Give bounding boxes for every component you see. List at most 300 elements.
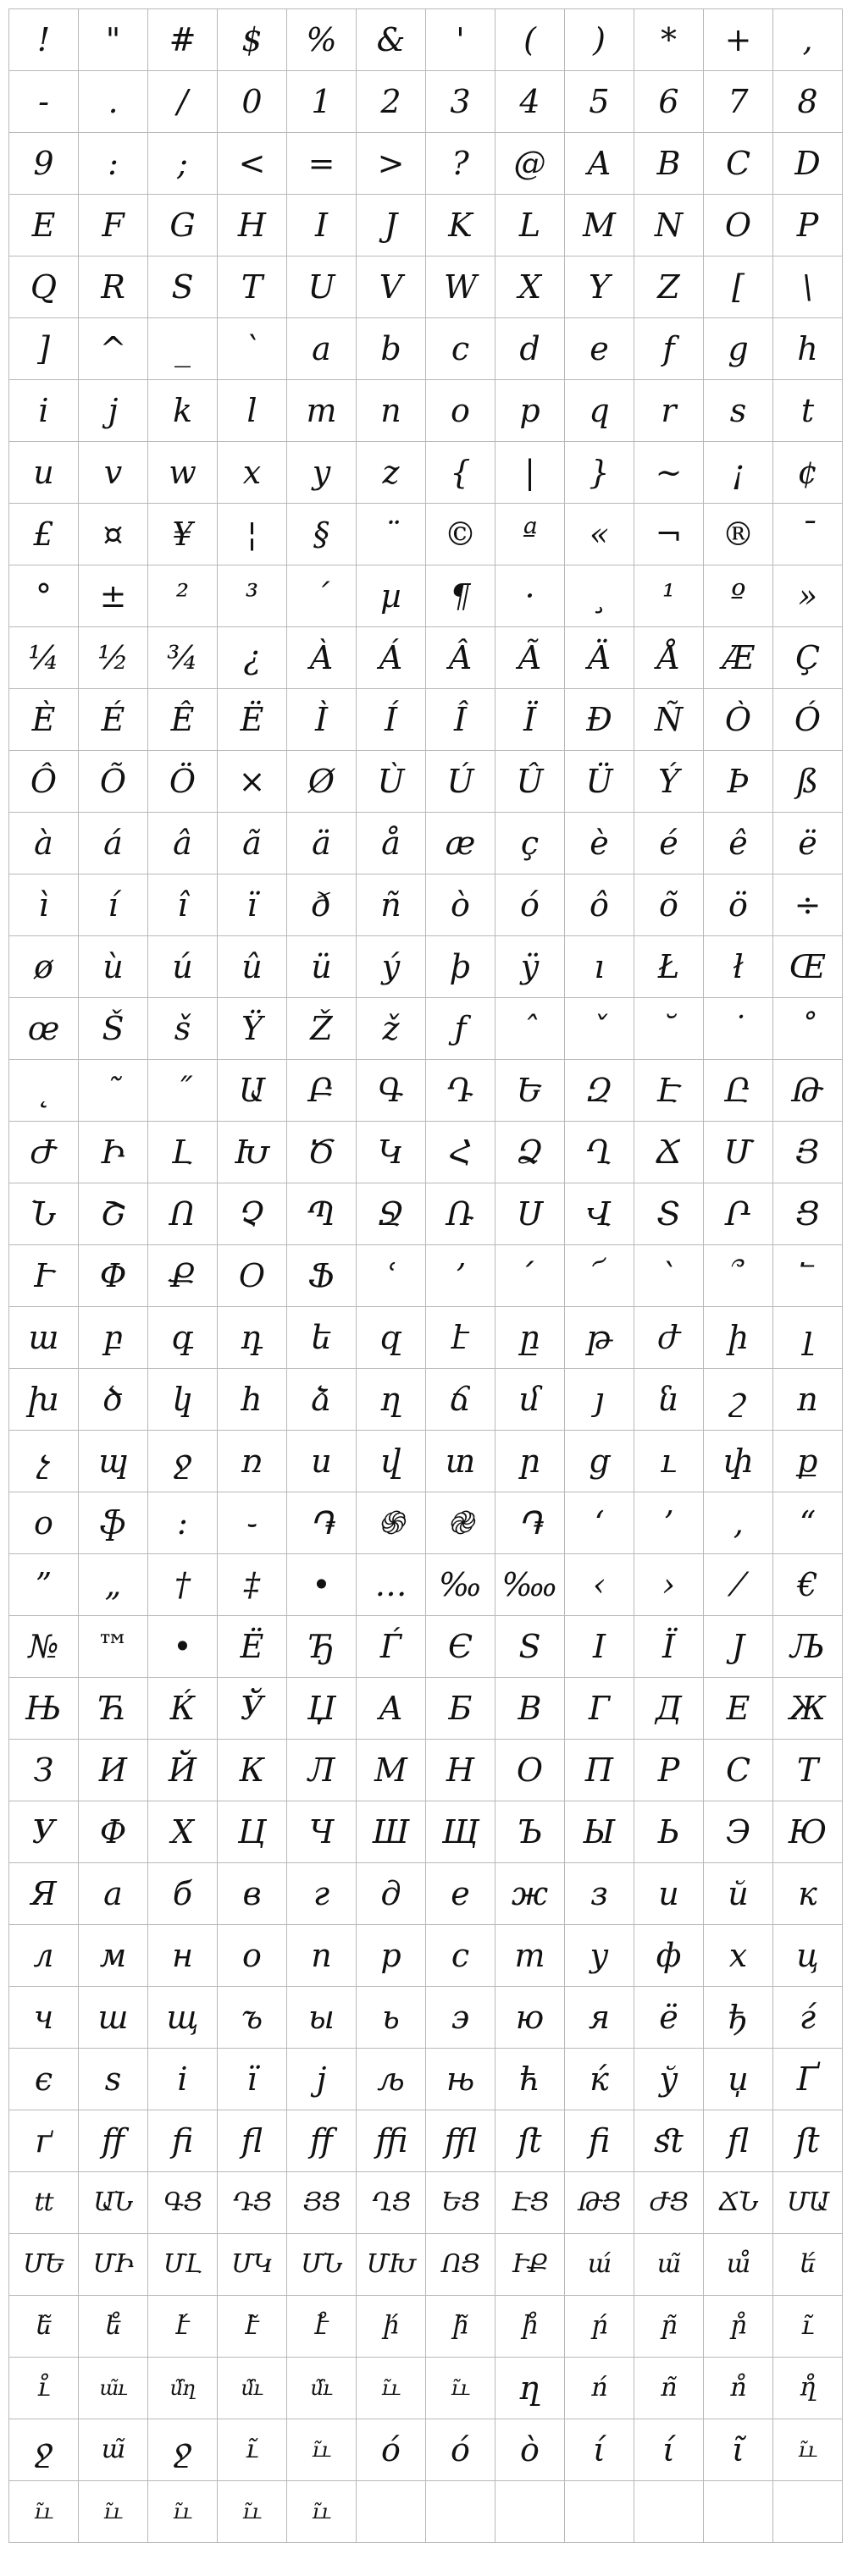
glyph-cell: Ր bbox=[704, 1183, 773, 1245]
glyph-cell: հ bbox=[218, 1369, 287, 1431]
glyph-cell: Ý bbox=[634, 751, 704, 813]
glyph-cell: W bbox=[426, 256, 495, 318]
glyph-cell: Щ bbox=[426, 1801, 495, 1863]
glyph-cell: Ñ bbox=[634, 689, 704, 751]
glyph-cell: í bbox=[79, 874, 148, 936]
glyph-cell: ի bbox=[704, 1307, 773, 1369]
glyph-cell: Ў bbox=[218, 1678, 287, 1740]
glyph-cell: Џ bbox=[287, 1678, 357, 1740]
glyph-cell: с bbox=[426, 1925, 495, 1987]
glyph-cell: × bbox=[218, 751, 287, 813]
glyph-cell: ֏ bbox=[495, 1492, 565, 1554]
glyph-cell: յ bbox=[565, 1369, 634, 1431]
glyph-cell: $ bbox=[218, 9, 287, 71]
glyph-cell: › bbox=[634, 1554, 704, 1616]
glyph-grid bbox=[8, 8, 843, 2543]
glyph-cell: 1 bbox=[287, 71, 357, 133]
glyph-cell: է bbox=[426, 1307, 495, 1369]
glyph-cell: ՒՔ bbox=[495, 2234, 565, 2296]
glyph-cell: ó bbox=[495, 874, 565, 936]
glyph-cell: ՄԵ bbox=[9, 2234, 79, 2296]
glyph-cell: p bbox=[495, 380, 565, 442]
glyph-cell: ֎ bbox=[426, 1492, 495, 1554]
glyph-cell: o bbox=[426, 380, 495, 442]
glyph-cell: о bbox=[218, 1925, 287, 1987]
glyph-cell: ž bbox=[357, 998, 426, 1060]
glyph-cell: И bbox=[79, 1740, 148, 1801]
glyph-cell: њ bbox=[426, 2049, 495, 2110]
glyph-cell: z bbox=[357, 442, 426, 504]
glyph-cell: ւ̃ւ bbox=[9, 2481, 79, 2543]
glyph-cell: Ս bbox=[495, 1183, 565, 1245]
glyph-cell: Օ bbox=[218, 1245, 287, 1307]
glyph-cell: X bbox=[495, 256, 565, 318]
glyph-cell: п bbox=[287, 1925, 357, 1987]
glyph-cell: Ü bbox=[565, 751, 634, 813]
glyph-cell: B bbox=[634, 133, 704, 195]
glyph-cell: ш bbox=[79, 1987, 148, 2049]
glyph-cell: ՄԻ bbox=[79, 2234, 148, 2296]
glyph-cell: Љ bbox=[773, 1616, 843, 1678]
glyph-cell: ° bbox=[9, 565, 79, 627]
glyph-cell: ό bbox=[357, 2419, 426, 2481]
glyph-cell: ¿ bbox=[218, 627, 287, 689]
glyph-cell: ¨ bbox=[357, 504, 426, 565]
glyph-cell: Տ bbox=[634, 1183, 704, 1245]
glyph-cell: þ bbox=[426, 936, 495, 998]
glyph-cell: Х bbox=[148, 1801, 218, 1863]
glyph-cell: Є bbox=[426, 1616, 495, 1678]
glyph-cell: ՃՆ bbox=[704, 2172, 773, 2234]
glyph-cell: ў bbox=[634, 2049, 704, 2110]
glyph-cell: ц bbox=[773, 1925, 843, 1987]
glyph-cell: ա̃ bbox=[79, 2419, 148, 2481]
glyph-cell: ћ bbox=[495, 2049, 565, 2110]
glyph-cell: в bbox=[218, 1863, 287, 1925]
empty-cell bbox=[704, 2481, 773, 2543]
glyph-cell: Ш bbox=[357, 1801, 426, 1863]
glyph-cell: ւ̃ւ bbox=[287, 2481, 357, 2543]
glyph-cell: թ bbox=[565, 1307, 634, 1369]
glyph-cell: է́ bbox=[148, 2296, 218, 2358]
glyph-cell: S bbox=[148, 256, 218, 318]
glyph-cell: л bbox=[9, 1925, 79, 1987]
glyph-cell: Շ bbox=[79, 1183, 148, 1245]
glyph-cell: ր̊ bbox=[704, 2296, 773, 2358]
glyph-cell: ¾ bbox=[148, 627, 218, 689]
glyph-cell: á bbox=[79, 813, 148, 874]
glyph-cell: l bbox=[218, 380, 287, 442]
glyph-cell: ’ bbox=[634, 1492, 704, 1554]
glyph-cell: * bbox=[634, 9, 704, 71]
glyph-cell: | bbox=[495, 442, 565, 504]
glyph-cell: ´ bbox=[287, 565, 357, 627]
glyph-cell: ã bbox=[218, 813, 287, 874]
glyph-cell: ë bbox=[773, 813, 843, 874]
glyph-cell: ս bbox=[287, 1431, 357, 1492]
glyph-cell: Ձ bbox=[495, 1122, 565, 1183]
glyph-cell: շ bbox=[704, 1369, 773, 1431]
glyph-cell: Œ bbox=[773, 936, 843, 998]
glyph-cell: Ե bbox=[495, 1060, 565, 1122]
glyph-cell: Ò bbox=[704, 689, 773, 751]
glyph-cell: І bbox=[565, 1616, 634, 1678]
glyph-cell: Э bbox=[704, 1801, 773, 1863]
glyph-cell: [ bbox=[704, 256, 773, 318]
glyph-cell: ¢ bbox=[773, 442, 843, 504]
glyph-cell: ï bbox=[218, 874, 287, 936]
glyph-cell: г bbox=[287, 1863, 357, 1925]
glyph-cell: щ bbox=[148, 1987, 218, 2049]
glyph-cell: љ bbox=[357, 2049, 426, 2110]
glyph-cell: Њ bbox=[9, 1678, 79, 1740]
glyph-cell: T bbox=[218, 256, 287, 318]
glyph-cell: ˘ bbox=[634, 998, 704, 1060]
glyph-cell: ё bbox=[634, 1987, 704, 2049]
glyph-cell: ֏ bbox=[287, 1492, 357, 1554]
glyph-cell: _ bbox=[148, 318, 218, 380]
glyph-cell: Н bbox=[426, 1740, 495, 1801]
glyph-cell: n bbox=[357, 380, 426, 442]
glyph-cell: ¯ bbox=[773, 504, 843, 565]
glyph-cell: « bbox=[565, 504, 634, 565]
glyph-cell: ‱ bbox=[495, 1554, 565, 1616]
glyph-cell: r bbox=[634, 380, 704, 442]
glyph-cell: Š bbox=[79, 998, 148, 1060]
glyph-cell: ﬂ bbox=[218, 2110, 287, 2172]
glyph-cell: ւ̃ւ bbox=[426, 2358, 495, 2419]
glyph-cell: % bbox=[287, 9, 357, 71]
glyph-cell: ö bbox=[704, 874, 773, 936]
glyph-cell: Ջ bbox=[357, 1183, 426, 1245]
glyph-cell: ւ̊ bbox=[9, 2358, 79, 2419]
glyph-cell: А bbox=[357, 1678, 426, 1740]
glyph-cell: ќ bbox=[565, 2049, 634, 2110]
glyph-cell: w bbox=[148, 442, 218, 504]
glyph-cell: { bbox=[426, 442, 495, 504]
glyph-cell: ‘ bbox=[565, 1492, 634, 1554]
glyph-cell: Ж bbox=[773, 1678, 843, 1740]
glyph-cell: „ bbox=[79, 1554, 148, 1616]
glyph-cell: 0 bbox=[218, 71, 287, 133]
glyph-cell: ւ̃ւ bbox=[287, 2419, 357, 2481]
glyph-cell: Æ bbox=[704, 627, 773, 689]
glyph-cell: Y bbox=[565, 256, 634, 318]
glyph-cell: ç bbox=[495, 813, 565, 874]
glyph-cell: M bbox=[565, 195, 634, 256]
glyph-cell: ® bbox=[704, 504, 773, 565]
glyph-cell: Հ bbox=[426, 1122, 495, 1183]
glyph-cell: Z bbox=[634, 256, 704, 318]
glyph-cell: ‡ bbox=[218, 1554, 287, 1616]
glyph-cell: Г bbox=[565, 1678, 634, 1740]
glyph-cell: ” bbox=[9, 1554, 79, 1616]
glyph-cell: d bbox=[495, 318, 565, 380]
glyph-cell: b bbox=[357, 318, 426, 380]
glyph-cell: Е bbox=[704, 1678, 773, 1740]
glyph-cell: ı bbox=[565, 936, 634, 998]
glyph-cell: L bbox=[495, 195, 565, 256]
glyph-cell: у bbox=[565, 1925, 634, 1987]
glyph-cell: ˝ bbox=[148, 1060, 218, 1122]
glyph-cell: ό bbox=[426, 2419, 495, 2481]
glyph-cell: Î bbox=[426, 689, 495, 751]
glyph-cell: ղ bbox=[495, 2358, 565, 2419]
glyph-cell: ﬅ bbox=[495, 2110, 565, 2172]
glyph-cell: ù bbox=[79, 936, 148, 998]
glyph-cell: ˚ bbox=[773, 998, 843, 1060]
glyph-cell: Գ bbox=[357, 1060, 426, 1122]
glyph-cell: … bbox=[357, 1554, 426, 1616]
glyph-cell: ý bbox=[357, 936, 426, 998]
glyph-cell: ճ bbox=[426, 1369, 495, 1431]
glyph-cell: լ bbox=[773, 1307, 843, 1369]
glyph-cell: ։ bbox=[148, 1492, 218, 1554]
glyph-cell: Ú bbox=[426, 751, 495, 813]
glyph-cell: µ bbox=[357, 565, 426, 627]
glyph-cell: и bbox=[634, 1863, 704, 1925]
glyph-cell: & bbox=[357, 9, 426, 71]
glyph-cell: չ bbox=[9, 1431, 79, 1492]
glyph-cell: Þ bbox=[704, 751, 773, 813]
glyph-cell: ﬁ bbox=[148, 2110, 218, 2172]
glyph-cell: K bbox=[426, 195, 495, 256]
glyph-cell: º bbox=[704, 565, 773, 627]
glyph-cell: ո̃ bbox=[634, 2358, 704, 2419]
glyph-cell: Բ bbox=[287, 1060, 357, 1122]
glyph-cell: ½ bbox=[79, 627, 148, 689]
glyph-cell: տ bbox=[426, 1431, 495, 1492]
glyph-cell: ú bbox=[148, 936, 218, 998]
glyph-cell: Д bbox=[634, 1678, 704, 1740]
glyph-cell: 8 bbox=[773, 71, 843, 133]
glyph-cell: ¦ bbox=[218, 504, 287, 565]
glyph-cell: N bbox=[634, 195, 704, 256]
glyph-cell: ™ bbox=[79, 1616, 148, 1678]
glyph-cell: Ѕ bbox=[495, 1616, 565, 1678]
glyph-cell: ü bbox=[287, 936, 357, 998]
glyph-cell: м bbox=[79, 1925, 148, 1987]
empty-cell bbox=[565, 2481, 634, 2543]
glyph-cell: > bbox=[357, 133, 426, 195]
glyph-cell: ք bbox=[773, 1431, 843, 1492]
glyph-cell: õ bbox=[634, 874, 704, 936]
glyph-cell: В bbox=[495, 1678, 565, 1740]
glyph-cell: \ bbox=[773, 256, 843, 318]
glyph-cell: Ë bbox=[218, 689, 287, 751]
glyph-cell: Ь bbox=[634, 1801, 704, 1863]
glyph-cell: m bbox=[287, 380, 357, 442]
glyph-cell: ѓ bbox=[773, 1987, 843, 2049]
glyph-cell: Ъ bbox=[495, 1801, 565, 1863]
glyph-cell: ֆ bbox=[79, 1492, 148, 1554]
glyph-cell: ՈՑ bbox=[426, 2234, 495, 2296]
glyph-cell: ո́ bbox=[565, 2358, 634, 2419]
glyph-cell: ' bbox=[426, 9, 495, 71]
glyph-cell: ﬆ bbox=[634, 2110, 704, 2172]
glyph-cell: ՟ bbox=[773, 1245, 843, 1307]
glyph-cell: ˛ bbox=[9, 1060, 79, 1122]
glyph-cell: ¸ bbox=[565, 565, 634, 627]
glyph-cell: Ð bbox=[565, 689, 634, 751]
glyph-cell: з bbox=[565, 1863, 634, 1925]
glyph-cell: tt bbox=[9, 2172, 79, 2234]
glyph-cell: ԷՑ bbox=[495, 2172, 565, 2234]
glyph-cell: , bbox=[773, 9, 843, 71]
glyph-cell: ո̊ bbox=[704, 2358, 773, 2419]
glyph-cell: Ł bbox=[634, 936, 704, 998]
glyph-cell: ø bbox=[9, 936, 79, 998]
glyph-cell: è bbox=[565, 813, 634, 874]
glyph-cell: ջ bbox=[148, 1431, 218, 1492]
glyph-cell: O bbox=[704, 195, 773, 256]
glyph-cell: ﬅ bbox=[773, 2110, 843, 2172]
glyph-cell: Պ bbox=[287, 1183, 357, 1245]
glyph-cell: Û bbox=[495, 751, 565, 813]
glyph-cell: ﬄ bbox=[426, 2110, 495, 2172]
glyph-cell: Ѓ bbox=[357, 1616, 426, 1678]
glyph-cell: З bbox=[9, 1740, 79, 1801]
glyph-cell: № bbox=[9, 1616, 79, 1678]
glyph-cell: Õ bbox=[79, 751, 148, 813]
glyph-cell: ò bbox=[426, 874, 495, 936]
glyph-cell: Ы bbox=[565, 1801, 634, 1863]
glyph-cell: y bbox=[287, 442, 357, 504]
empty-cell bbox=[495, 2481, 565, 2543]
glyph-cell: ՄԿ bbox=[218, 2234, 287, 2296]
glyph-cell: ῖ bbox=[704, 2419, 773, 2481]
glyph-cell: є bbox=[9, 2049, 79, 2110]
glyph-cell: Å bbox=[634, 627, 704, 689]
glyph-cell: օ bbox=[9, 1492, 79, 1554]
glyph-cell: я bbox=[565, 1987, 634, 2049]
glyph-cell: д bbox=[357, 1863, 426, 1925]
glyph-cell: Վ bbox=[565, 1183, 634, 1245]
glyph-cell: ւ̃ւ bbox=[79, 2481, 148, 2543]
glyph-cell: . bbox=[79, 71, 148, 133]
glyph-cell: ե bbox=[287, 1307, 357, 1369]
glyph-cell: Р bbox=[634, 1740, 704, 1801]
glyph-cell: ՜ bbox=[565, 1245, 634, 1307]
glyph-cell: ж bbox=[495, 1863, 565, 1925]
glyph-cell: · bbox=[495, 565, 565, 627]
glyph-cell: Է bbox=[634, 1060, 704, 1122]
glyph-cell: E bbox=[9, 195, 79, 256]
glyph-cell: 6 bbox=[634, 71, 704, 133]
glyph-cell: ւ̃ւ bbox=[218, 2481, 287, 2543]
glyph-cell: ՄԽ bbox=[357, 2234, 426, 2296]
glyph-cell: ‚ bbox=[704, 1492, 773, 1554]
glyph-cell: ﬃ bbox=[357, 2110, 426, 2172]
glyph-cell: ի̃ bbox=[426, 2296, 495, 2358]
glyph-cell: ֍ bbox=[357, 1492, 426, 1554]
glyph-cell: h bbox=[773, 318, 843, 380]
glyph-cell: խ bbox=[9, 1369, 79, 1431]
glyph-cell: ﬀ bbox=[79, 2110, 148, 2172]
glyph-cell: ի́ bbox=[357, 2296, 426, 2358]
glyph-cell: մ bbox=[495, 1369, 565, 1431]
glyph-cell: / bbox=[148, 71, 218, 133]
glyph-cell: կ bbox=[148, 1369, 218, 1431]
glyph-cell: Ï bbox=[495, 689, 565, 751]
glyph-cell: ^ bbox=[79, 318, 148, 380]
glyph-cell: ; bbox=[148, 133, 218, 195]
glyph-cell: ô bbox=[565, 874, 634, 936]
glyph-cell: ժ bbox=[634, 1307, 704, 1369]
glyph-cell: æ bbox=[426, 813, 495, 874]
glyph-cell: Я bbox=[9, 1863, 79, 1925]
glyph-cell: 3 bbox=[426, 71, 495, 133]
glyph-cell: т bbox=[495, 1925, 565, 1987]
glyph-cell: ո bbox=[773, 1369, 843, 1431]
glyph-cell: բ bbox=[79, 1307, 148, 1369]
glyph-cell: v bbox=[79, 442, 148, 504]
glyph-cell: î bbox=[148, 874, 218, 936]
glyph-cell: ր́ bbox=[565, 2296, 634, 2358]
glyph-cell: Â bbox=[426, 627, 495, 689]
glyph-cell: À bbox=[287, 627, 357, 689]
glyph-cell: Ÿ bbox=[218, 998, 287, 1060]
glyph-cell: ! bbox=[9, 9, 79, 71]
glyph-cell: ] bbox=[9, 318, 79, 380]
glyph-cell: Ф bbox=[79, 1801, 148, 1863]
glyph-cell: x bbox=[218, 442, 287, 504]
glyph-cell: Ը bbox=[704, 1060, 773, 1122]
glyph-cell: Q bbox=[9, 256, 79, 318]
glyph-cell: ю bbox=[495, 1987, 565, 2049]
glyph-cell: Í bbox=[357, 689, 426, 751]
glyph-cell: Ֆ bbox=[287, 1245, 357, 1307]
glyph-cell: ы bbox=[287, 1987, 357, 2049]
glyph-cell: ե́ bbox=[773, 2234, 843, 2296]
glyph-cell: ~ bbox=[634, 442, 704, 504]
glyph-cell: R bbox=[79, 256, 148, 318]
glyph-cell: ª bbox=[495, 504, 565, 565]
glyph-cell: պ bbox=[79, 1431, 148, 1492]
glyph-cell: ԱՆ bbox=[79, 2172, 148, 2234]
glyph-cell: ﬀ bbox=[287, 2110, 357, 2172]
glyph-cell: Ո bbox=[148, 1183, 218, 1245]
glyph-cell: s bbox=[704, 380, 773, 442]
glyph-cell: U bbox=[287, 256, 357, 318]
glyph-cell: § bbox=[287, 504, 357, 565]
glyph-cell: - bbox=[9, 71, 79, 133]
glyph-cell: ÷ bbox=[773, 874, 843, 936]
glyph-cell: ղ̊ bbox=[773, 2358, 843, 2419]
glyph-cell: u bbox=[9, 442, 79, 504]
glyph-cell: V bbox=[357, 256, 426, 318]
glyph-cell: } bbox=[565, 442, 634, 504]
glyph-cell: ¼ bbox=[9, 627, 79, 689]
glyph-cell: к bbox=[773, 1863, 843, 1925]
glyph-cell: f bbox=[634, 318, 704, 380]
glyph-cell: Ј bbox=[704, 1616, 773, 1678]
glyph-cell: ) bbox=[565, 9, 634, 71]
glyph-cell: ե̃ bbox=[9, 2296, 79, 2358]
glyph-cell: ί bbox=[565, 2419, 634, 2481]
glyph-cell: ˆ bbox=[495, 998, 565, 1060]
glyph-cell: H bbox=[218, 195, 287, 256]
glyph-cell: է̊ bbox=[287, 2296, 357, 2358]
glyph-cell: ‹ bbox=[565, 1554, 634, 1616]
glyph-cell: g bbox=[704, 318, 773, 380]
glyph-cell: Ё bbox=[218, 1616, 287, 1678]
glyph-cell: ա́ bbox=[565, 2234, 634, 2296]
glyph-cell: ¶ bbox=[426, 565, 495, 627]
glyph-cell: ( bbox=[495, 9, 565, 71]
glyph-cell: • bbox=[148, 1616, 218, 1678]
glyph-cell: ւ bbox=[634, 1431, 704, 1492]
